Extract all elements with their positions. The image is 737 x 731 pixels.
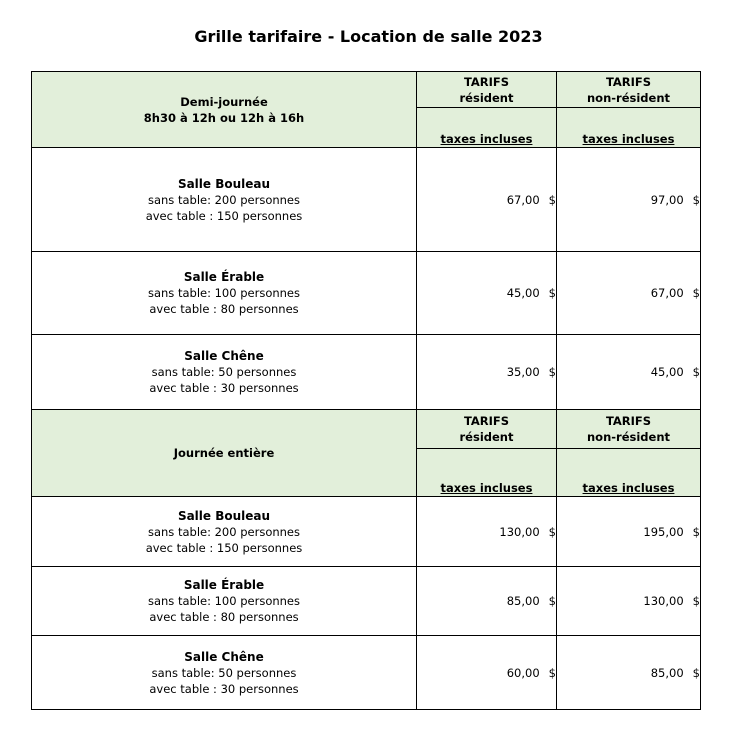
room-capacity-no-table: sans table: 50 personnes xyxy=(151,665,297,680)
room-capacity-with-table: avec table : 150 personnes xyxy=(145,208,303,223)
currency-symbol: $ xyxy=(692,524,700,539)
room-cell xyxy=(32,148,417,252)
price-value: 130,00 xyxy=(643,594,684,608)
taxes-note-resident xyxy=(417,449,557,497)
price-value: 45,00 xyxy=(506,286,540,300)
page-title: Grille tarifaire - Location de salle 2023 xyxy=(194,27,543,46)
room-name: Salle Bouleau xyxy=(177,508,271,523)
table-row xyxy=(32,148,701,252)
price-nonresident xyxy=(557,252,701,335)
taxes-note-nonresident xyxy=(557,449,701,497)
price-value: 35,00 xyxy=(506,365,540,379)
room-cell xyxy=(32,252,417,335)
resident-rate-label: TARIFS xyxy=(463,74,510,89)
section-header-half-day xyxy=(32,72,417,148)
room-capacity-with-table: avec table : 30 personnes xyxy=(149,681,299,696)
currency-symbol: $ xyxy=(548,286,556,300)
currency-symbol: $ xyxy=(692,594,700,608)
price-value: 45,00 xyxy=(650,365,684,379)
resident-rate-label: TARIFS xyxy=(463,414,510,428)
resident-rate-sublabel: résident xyxy=(459,430,514,444)
pricing-table xyxy=(31,71,701,710)
price-resident xyxy=(417,636,557,710)
taxes-note-text: taxes incluses xyxy=(440,132,533,146)
room-name: Salle Bouleau xyxy=(177,176,271,191)
room-name: Salle Chêne xyxy=(184,649,264,664)
currency-symbol: $ xyxy=(692,365,700,379)
room-cell xyxy=(32,497,417,567)
price-resident xyxy=(417,252,557,335)
table-row xyxy=(32,636,701,710)
taxes-note-text: taxes incluses xyxy=(582,132,675,146)
price-resident xyxy=(417,148,557,252)
currency-symbol: $ xyxy=(692,192,700,207)
price-value: 85,00 xyxy=(650,665,684,680)
price-value: 97,00 xyxy=(650,192,684,207)
currency-symbol: $ xyxy=(548,192,556,207)
room-capacity-with-table: avec table : 80 personnes xyxy=(149,610,299,624)
table-row xyxy=(32,567,701,636)
room-capacity-with-table: avec table : 30 personnes xyxy=(149,381,299,395)
price-resident xyxy=(417,497,557,567)
room-capacity-no-table: sans table: 50 personnes xyxy=(151,365,297,379)
table-row xyxy=(32,497,701,567)
price-resident xyxy=(417,567,557,636)
price-nonresident xyxy=(557,497,701,567)
price-value: 85,00 xyxy=(506,594,540,608)
price-value: 130,00 xyxy=(499,524,540,539)
resident-rate-header xyxy=(417,410,557,449)
price-nonresident xyxy=(557,567,701,636)
currency-symbol: $ xyxy=(548,594,556,608)
room-cell xyxy=(32,567,417,636)
section-hours: 8h30 à 12h ou 12h à 16h xyxy=(143,110,305,125)
room-cell xyxy=(32,636,417,710)
nonresident-rate-header xyxy=(557,410,701,449)
resident-rate-header xyxy=(417,72,557,108)
room-capacity-no-table: sans table: 100 personnes xyxy=(147,594,300,608)
room-name: Salle Chêne xyxy=(184,349,264,363)
nonresident-rate-label: TARIFS xyxy=(605,74,652,89)
price-value: 67,00 xyxy=(506,192,540,207)
price-nonresident xyxy=(557,148,701,252)
price-value: 60,00 xyxy=(506,665,540,680)
nonresident-rate-sublabel: non-résident xyxy=(586,90,671,105)
price-nonresident xyxy=(557,636,701,710)
currency-symbol: $ xyxy=(692,665,700,680)
taxes-note-text: taxes incluses xyxy=(582,481,675,495)
taxes-note-resident xyxy=(417,108,557,148)
section-label: Demi-journée xyxy=(180,94,268,109)
price-value: 195,00 xyxy=(643,524,684,539)
resident-rate-sublabel: résident xyxy=(459,90,514,105)
room-name: Salle Érable xyxy=(183,270,265,284)
currency-symbol: $ xyxy=(548,665,556,680)
price-nonresident xyxy=(557,335,701,410)
section-label: Journée entière xyxy=(173,446,275,460)
table-row xyxy=(32,335,701,410)
price-resident xyxy=(417,335,557,410)
price-value: 67,00 xyxy=(650,286,684,300)
room-capacity-no-table: sans table: 200 personnes xyxy=(147,192,300,207)
nonresident-rate-label: TARIFS xyxy=(605,414,652,428)
room-capacity-with-table: avec table : 150 personnes xyxy=(145,540,303,555)
currency-symbol: $ xyxy=(548,524,556,539)
room-cell xyxy=(32,335,417,410)
taxes-note-text: taxes incluses xyxy=(440,481,533,495)
room-capacity-no-table: sans table: 200 personnes xyxy=(147,524,300,539)
nonresident-rate-sublabel: non-résident xyxy=(586,430,671,444)
taxes-note-nonresident xyxy=(557,108,701,148)
room-capacity-no-table: sans table: 100 personnes xyxy=(147,286,300,300)
currency-symbol: $ xyxy=(548,365,556,379)
room-capacity-with-table: avec table : 80 personnes xyxy=(149,302,299,316)
nonresident-rate-header xyxy=(557,72,701,108)
currency-symbol: $ xyxy=(692,286,700,300)
room-name: Salle Érable xyxy=(183,578,265,592)
section-header-full-day xyxy=(32,410,417,497)
table-row xyxy=(32,252,701,335)
